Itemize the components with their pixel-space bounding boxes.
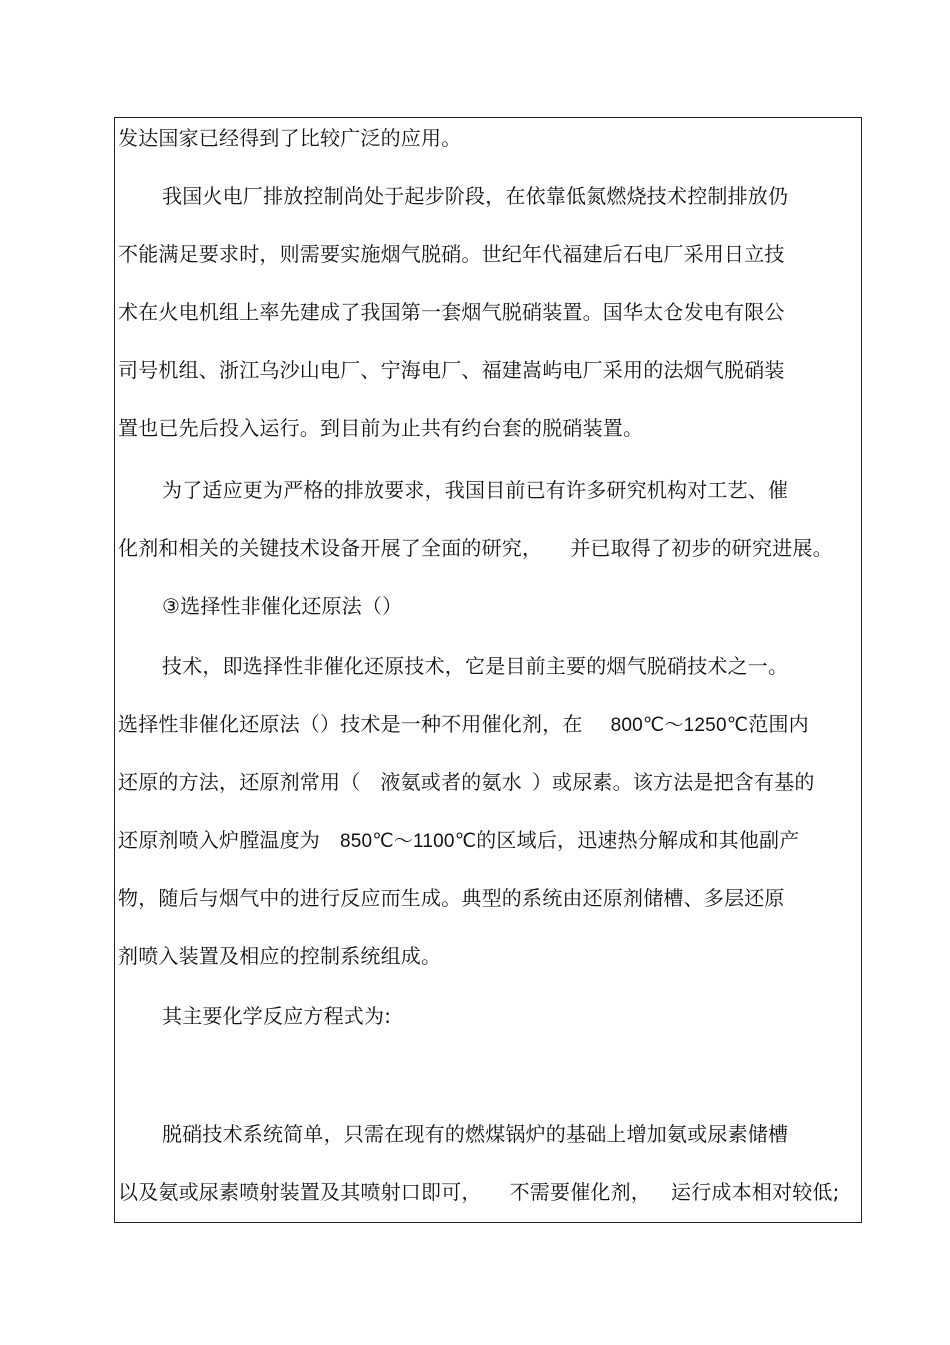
text-segment: 选择性非催化还原法（）技术是一种不用催化剂，在 — [118, 712, 583, 736]
text-segment: 还原的方法，还原剂常用（ — [118, 770, 361, 794]
text-line-3: 不能满足要求时，则需要实施烟气脱硝。世纪年代福建后石电厂采用日立技 — [118, 242, 785, 266]
paragraph-firstline-7: 为了适应更为严格的排放要求，我国目前已有许多研究机构对工艺、催 — [162, 478, 789, 502]
text-line-14: 物，随后与烟气中的进行反应而生成。典型的系统由还原剂储槽、多层还原 — [118, 886, 785, 910]
text-line-18 — [118, 1180, 840, 1204]
text-segment: 并已取得了初步的研究进展。 — [570, 536, 833, 560]
paragraph-firstline-10: 技术，即选择性非催化还原技术，它是目前主要的烟气脱硝技术之一。 — [162, 654, 789, 678]
text-segment: 以及氨或尿素喷射装置及其喷射口即可， — [118, 1180, 482, 1204]
temperature-range: 800℃～1250℃ — [610, 715, 749, 736]
text-line-5: 司号机组、浙江乌沙山电厂、宁海电厂、福建嵩屿电厂采用的法烟气脱硝装 — [118, 358, 785, 382]
text-segment: 液氨或者的氨水 — [380, 770, 522, 794]
paragraph-firstline-16: 其主要化学反应方程式为: — [162, 1004, 392, 1028]
text-line-15: 剂喷入装置及相应的控制系统组成。 — [118, 944, 442, 968]
text-segment: 的区域后，迅速热分解成和其他副产 — [476, 828, 800, 852]
text-line-1: 发达国家已经得到了比较广泛的应用。 — [118, 126, 462, 150]
text-segment: ）或尿素。该方法是把含有基的 — [531, 770, 815, 794]
text-line-4: 术在火电机组上率先建成了我国第一套烟气脱硝装置。国华太仓发电有限公 — [118, 300, 785, 324]
text-segment: 运行成本相对较低; — [671, 1180, 840, 1204]
paragraph-firstline-2: 我国火电厂排放控制尚处于起步阶段，在依靠低氮燃烧技术控制排放仍 — [162, 184, 789, 208]
text-line-6: 置也已先后投入运行。到目前为止共有约台套的脱硝装置。 — [118, 416, 644, 440]
paragraph-firstline-17: 脱硝技术系统简单，只需在现有的燃煤锅炉的基础上增加氨或尿素储槽 — [162, 1122, 789, 1146]
text-line-11 — [118, 712, 809, 738]
text-segment: 化剂和相关的关键技术设备开展了全面的研究， — [118, 536, 543, 560]
section-heading: ③选择性非催化还原法（） — [162, 594, 403, 618]
text-line-13 — [118, 828, 799, 854]
text-segment: 还原剂喷入炉膛温度为 — [118, 828, 320, 852]
text-segment: 不需要催化剂， — [509, 1180, 652, 1204]
text-segment: 范围内 — [748, 712, 809, 736]
temperature-range: 850℃～1100℃ — [340, 831, 477, 852]
text-line-12 — [118, 770, 815, 794]
text-line-8 — [118, 536, 833, 560]
